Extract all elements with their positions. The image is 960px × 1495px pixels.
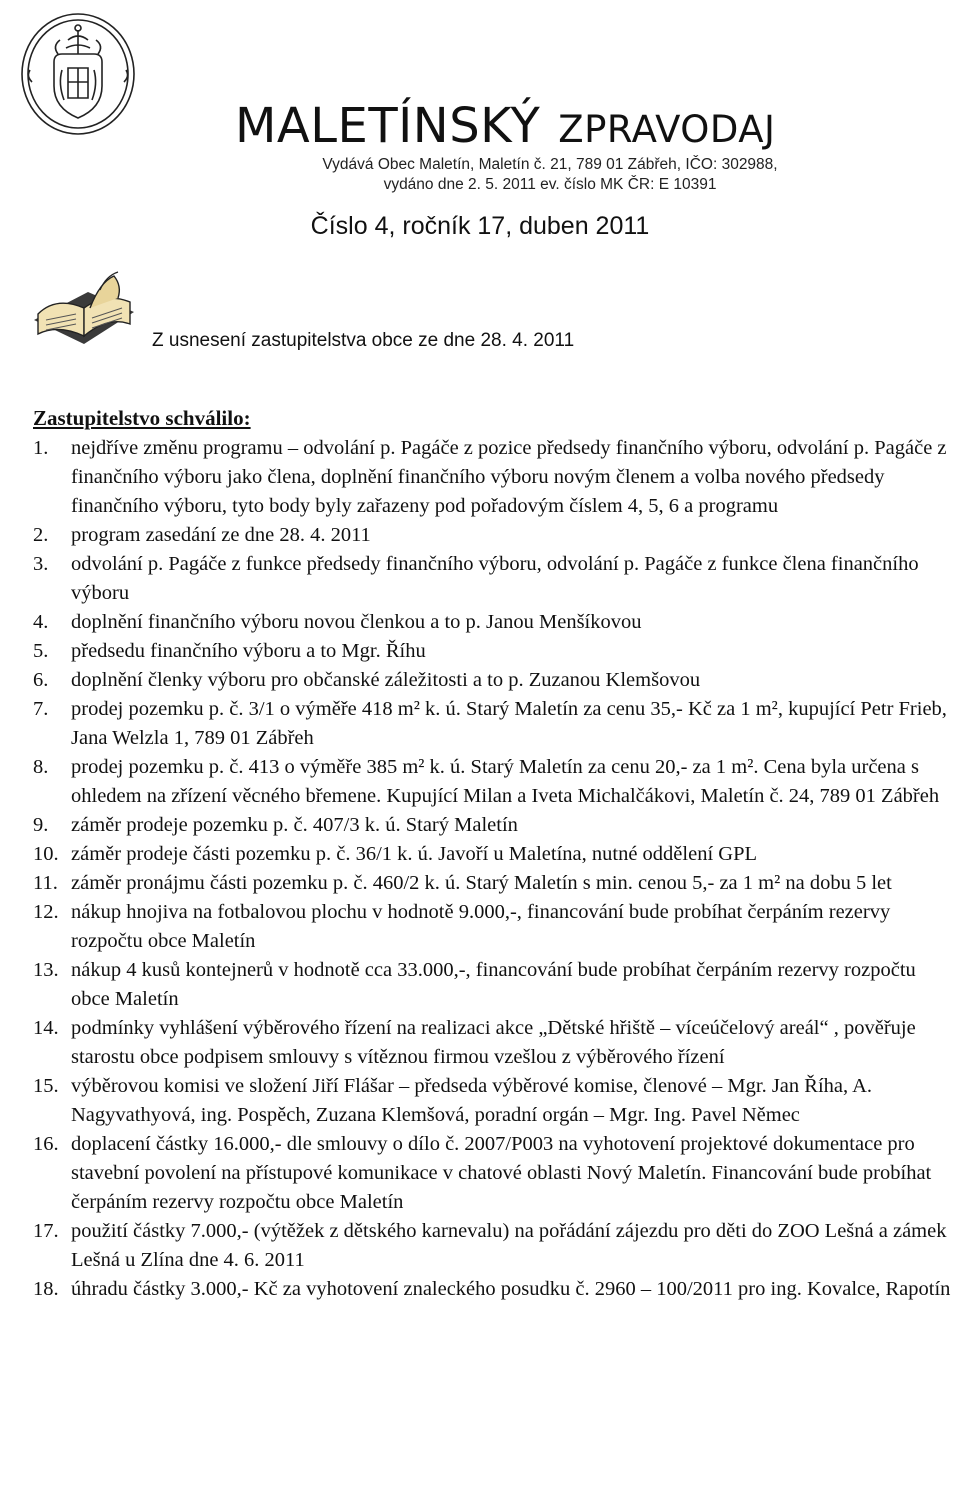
item-text: odvolání p. Pagáče z funkce předsedy finančního výboru, odvolání p. Pagáče z funkce člena finančního výboru — [71, 553, 919, 604]
item-number: 15. — [33, 1075, 59, 1097]
list-item — [33, 637, 958, 666]
list-item — [33, 695, 958, 753]
item-number: 7. — [33, 698, 49, 720]
list-item — [33, 550, 958, 608]
item-text: nákup 4 kusů kontejnerů v hodnotě cca 33.000,-, financování bude probíhat čerpáním rezervy rozpočtu obce Maletín — [71, 959, 916, 1010]
item-text: program zasedání ze dne 28. 4. 2011 — [71, 524, 371, 546]
list-item — [33, 1014, 958, 1072]
item-text: výběrovou komisi ve složení Jiří Flášar – předseda výběrové komise, členové – Mgr. Jan Říha, A. Nagyvathyová, ing. Pospěch, Zuzana Klemšová, poradní orgán – Mgr. Ing. Pavel Němec — [71, 1075, 873, 1126]
municipal-seal-icon — [18, 10, 138, 138]
item-number: 9. — [33, 814, 49, 836]
list-item — [33, 753, 958, 811]
item-number: 6. — [33, 669, 49, 691]
item-number: 11. — [33, 872, 58, 894]
item-number: 17. — [33, 1220, 59, 1242]
item-text: záměr prodeje části pozemku p. č. 36/1 k. ú. Javoří u Maletína, nutné oddělení GPL — [71, 843, 757, 865]
list-item — [33, 666, 958, 695]
item-number: 8. — [33, 756, 49, 778]
item-number: 18. — [33, 1278, 59, 1300]
item-number: 12. — [33, 901, 59, 923]
item-text: předsedu finančního výboru a to Mgr. Říhu — [71, 640, 426, 662]
resolutions-list — [33, 434, 958, 1304]
item-text: doplnění členky výboru pro občanské záležitosti a to p. Zuzanou Klemšovou — [71, 669, 701, 691]
issue-number: Číslo 4, ročník 17, duben 2011 — [310, 212, 650, 240]
publisher-line-2: vydáno dne 2. 5. 2011 ev. číslo MK ČR: E 10391 — [383, 176, 717, 193]
open-book-icon — [30, 262, 138, 350]
item-text: záměr prodeje pozemku p. č. 407/3 k. ú. Starý Maletín — [71, 814, 518, 836]
item-number: 1. — [33, 437, 49, 459]
list-item — [33, 521, 958, 550]
item-text: prodej pozemku p. č. 3/1 o výměře 418 m² k. ú. Starý Maletín za cenu 35,- Kč za 1 m², kupující Petr Frieb, Jana Welzla 1, 789 01 Zábřeh — [71, 698, 947, 749]
item-text: úhradu částky 3.000,- Kč za vyhotovení znaleckého posudku č. 2960 – 100/2011 pro ing. Kovalce, Rapotín — [71, 1278, 951, 1300]
list-item — [33, 1275, 958, 1304]
list-item — [33, 1072, 958, 1130]
item-number: 2. — [33, 524, 49, 546]
list-item — [33, 956, 958, 1014]
item-text: doplacení částky 16.000,- dle smlouvy o dílo č. 2007/P003 na vyhotovení projektové dokumentace pro stavební povolení na přístupové komunikace v chatové oblasti Nový Maletín. Financování bude probíhat čerpáním rezervy rozpočtu obce Maletín — [71, 1133, 932, 1213]
masthead-title — [235, 98, 775, 154]
list-item — [33, 898, 958, 956]
list-item — [33, 840, 958, 869]
list-item — [33, 811, 958, 840]
item-text: nejdříve změnu programu – odvolání p. Pagáče z pozice předsedy finančního výboru, odvolání p. Pagáče z finančního výboru jako člena, doplnění finančního výboru novým členem a volba nového předsedy finančního výboru, tyto body byly zařazeny pod pořadovým číslem 4, 5, 6 a programu — [71, 437, 947, 517]
title-sub: ZPRAVODAJ — [558, 108, 776, 151]
item-text: prodej pozemku p. č. 413 o výměře 385 m² k. ú. Starý Maletín za cenu 20,- za 1 m². Cena byla určena s ohledem na zřízení věcného břemene. Kupující Milan a Iveta Michalčákovi, Maletín č. 24, 789 01 Zábřeh — [71, 756, 940, 807]
title-main: MALETÍNSKÝ — [235, 98, 541, 154]
list-item — [33, 1130, 958, 1217]
list-item — [33, 869, 958, 898]
item-number: 10. — [33, 843, 59, 865]
item-text: doplnění finančního výboru novou členkou a to p. Janou Menšíkovou — [71, 611, 642, 633]
item-number: 4. — [33, 611, 49, 633]
item-text: podmínky vyhlášení výběrového řízení na realizaci akce „Dětské hřiště – víceúčelový areál“ , pověřuje starostu obce podpisem smlouvy s vítěznou firmou vzešlou z výběrového řízení — [71, 1017, 916, 1068]
approved-heading: Zastupitelstvo schválilo: — [33, 406, 251, 430]
item-text: nákup hnojiva na fotbalovou plochu v hodnotě 9.000,-, financování bude probíhat čerpáním rezervy rozpočtu obce Maletín — [71, 901, 891, 952]
item-text: záměr pronájmu části pozemku p. č. 460/2 k. ú. Starý Maletín s min. cenou 5,- za 1 m² na dobu 5 let — [71, 872, 892, 894]
item-number: 16. — [33, 1133, 59, 1155]
item-number: 14. — [33, 1017, 59, 1039]
item-number: 5. — [33, 640, 49, 662]
item-number: 3. — [33, 553, 49, 575]
list-item — [33, 434, 958, 521]
list-item — [33, 608, 958, 637]
section-heading: Z usnesení zastupitelstva obce ze dne 28. 4. 2011 — [152, 330, 575, 351]
item-text: použití částky 7.000,- (výtěžek z dětského karnevalu) na pořádání zájezdu pro děti do ZOO Lešná a zámek Lešná u Zlína dne 4. 6. 2011 — [71, 1220, 947, 1271]
list-item — [33, 1217, 958, 1275]
item-number: 13. — [33, 959, 59, 981]
publisher-line-1: Vydává Obec Maletín, Maletín č. 21, 789 01 Zábřeh, IČO: 302988, — [322, 156, 778, 173]
publisher-info — [230, 155, 870, 195]
